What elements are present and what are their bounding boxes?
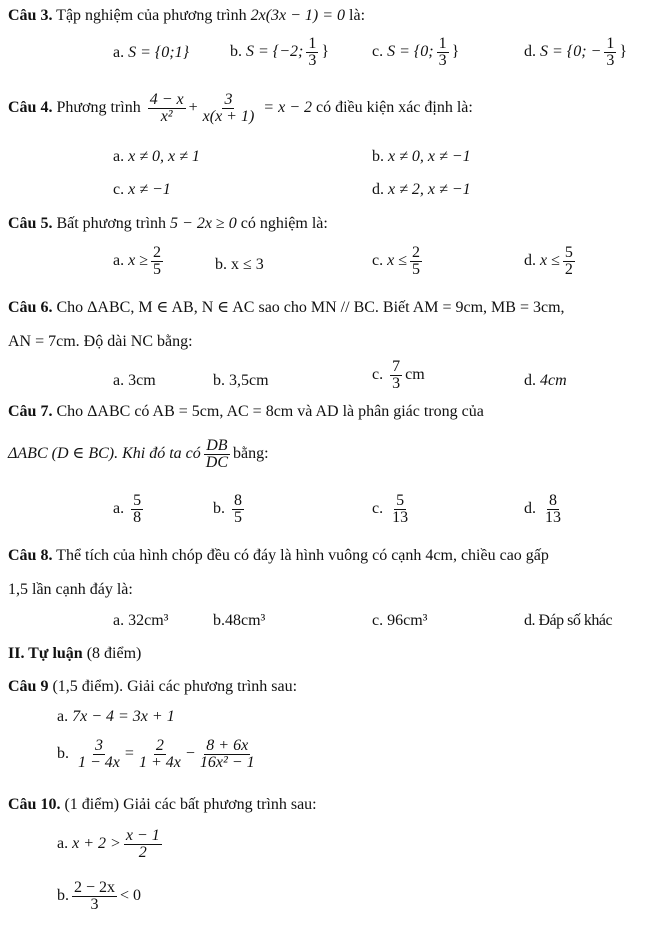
q3-option-d: d. S = {0; − $\frac{1}{3}$ } (524, 35, 628, 69)
q4-option-d: d. x ≠ 2, x ≠ −1 (372, 181, 471, 198)
q10-label: Câu 10. (8, 796, 61, 813)
q4-option-a: a. x ≠ 0, x ≠ 1 (113, 148, 200, 165)
q3-label: Câu 3. (8, 7, 53, 24)
q5-option-c: c. x ≤ $\frac{2}{5}$ (372, 244, 420, 278)
q3-stem (8, 6, 365, 26)
q3-option-c: c. S = {0; $\frac{1}{3}$ } (372, 35, 460, 69)
q6-label: Câu 6. (8, 299, 53, 316)
part2-label: II. Tự luận (8, 645, 83, 662)
q4-stem: Câu 4. Phương trình $\frac{4 - x}{\text{x²}}$ + $\frac{3}{x(x + 1)}$ = x − 2 có điều kiện xác định là: (8, 91, 473, 125)
q10-part-a: a. x + 2 > $\frac{x - 1}{2}$ (57, 827, 160, 861)
q7-option-b: b. $\frac{8}{5}$ (213, 492, 242, 526)
q6-line2: AN = 7cm. Độ dài NC bằng: (8, 333, 193, 350)
q5-option-b: b. x ≤ 3 (215, 256, 264, 273)
q7-line2: ΔABC (D ∈ BC). Khi đó ta có $\frac{DB}{DC}$ bằng: (8, 437, 269, 471)
q6-stem (8, 298, 565, 318)
q5-label: Câu 5. (8, 215, 53, 232)
q7-option-d: d. $\frac{8}{13}$ (524, 492, 561, 526)
q6-line1: Cho ΔABC, M ∈ AB, N ∈ AC sao cho MN // BC. Biết AM = 9cm, MB = 3cm, (56, 299, 565, 316)
q4-rhs: = x − 2 (263, 99, 312, 117)
q6-option-c: c. $\frac{7}{3}$ cm (372, 358, 425, 392)
q8-option-d: d. Đáp số khác (524, 612, 613, 629)
part2-points: (8 điểm) (86, 645, 142, 662)
q8-option-a: a. 32cm³ (113, 612, 169, 629)
q9-stem (8, 677, 297, 697)
q7-stem (8, 402, 484, 422)
q5-option-d: d. x ≤ $\frac{5}{2}$ (524, 244, 573, 278)
q5-equation: 5 − 2x ≥ 0 (170, 215, 237, 232)
q8-label: Câu 8. (8, 547, 53, 564)
q8-line2: 1,5 lần cạnh đáy là: (8, 581, 133, 598)
q5-option-a: a. x ≥ $\frac{2}{5}$ (113, 244, 161, 278)
q7-line1: Cho ΔABC có AB = 5cm, AC = 8cm và AD là phân giác trong của (56, 403, 484, 420)
q6-option-d: d. 4cm (524, 372, 567, 389)
q6-option-b: b. 3,5cm (213, 372, 269, 389)
q4-option-c: c. x ≠ −1 (113, 181, 171, 198)
q5-stem: Câu 5. Bất phương trình 5 − 2x ≥ 0 có nghiệm là: (8, 215, 328, 232)
part2-heading (8, 644, 141, 664)
q8-line1: Thể tích của hình chóp đều có đáy là hình vuông có cạnh 4cm, chiều cao gấp (56, 547, 549, 564)
q3-option-a: a. S = {0;1} (113, 44, 190, 61)
q4-option-b: b. x ≠ 0, x ≠ −1 (372, 148, 471, 165)
q4-text: Phương trình (56, 99, 141, 117)
q8-stem (8, 546, 549, 566)
q10-part-b: b. $\frac{2 - 2x}{3}$ < 0 (57, 879, 142, 913)
q9-text: (1,5 điểm). Giải các phương trình sau: (52, 678, 298, 695)
q4-tail: có điều kiện xác định là: (316, 99, 473, 117)
q7-label: Câu 7. (8, 403, 53, 420)
q8-option-c: c. 96cm³ (372, 612, 428, 629)
q7-option-a: a. $\frac{5}{8}$ (113, 492, 142, 526)
q6-option-a: a. 3cm (113, 372, 156, 389)
q3-option-b: b. S = {−2; $\frac{1}{3}$ } (230, 35, 330, 69)
q9-part-b: b. $\frac{3}{1 - 4x}$ = $\frac{2}{1 + 4x}$ − $\frac{8 + 6x}{\text{16x² − 1}}$ (57, 737, 255, 771)
q3-text: Tập nghiệm của phương trình (56, 7, 247, 24)
q10-text: (1 điểm) Giải các bất phương trình sau: (64, 796, 317, 813)
q4-label: Câu 4. (8, 99, 53, 117)
q9-part-a: a. 7x − 4 = 3x + 1 (57, 708, 175, 725)
q3-tail: là: (349, 7, 366, 24)
q8-option-b: b.48cm³ (213, 612, 266, 629)
q10-stem (8, 795, 317, 815)
q3-equation: 2x(3x − 1) = 0 (250, 7, 346, 24)
q9-label: Câu 9 (8, 678, 49, 695)
q7-option-c: c. $\frac{5}{13}$ (372, 492, 409, 526)
